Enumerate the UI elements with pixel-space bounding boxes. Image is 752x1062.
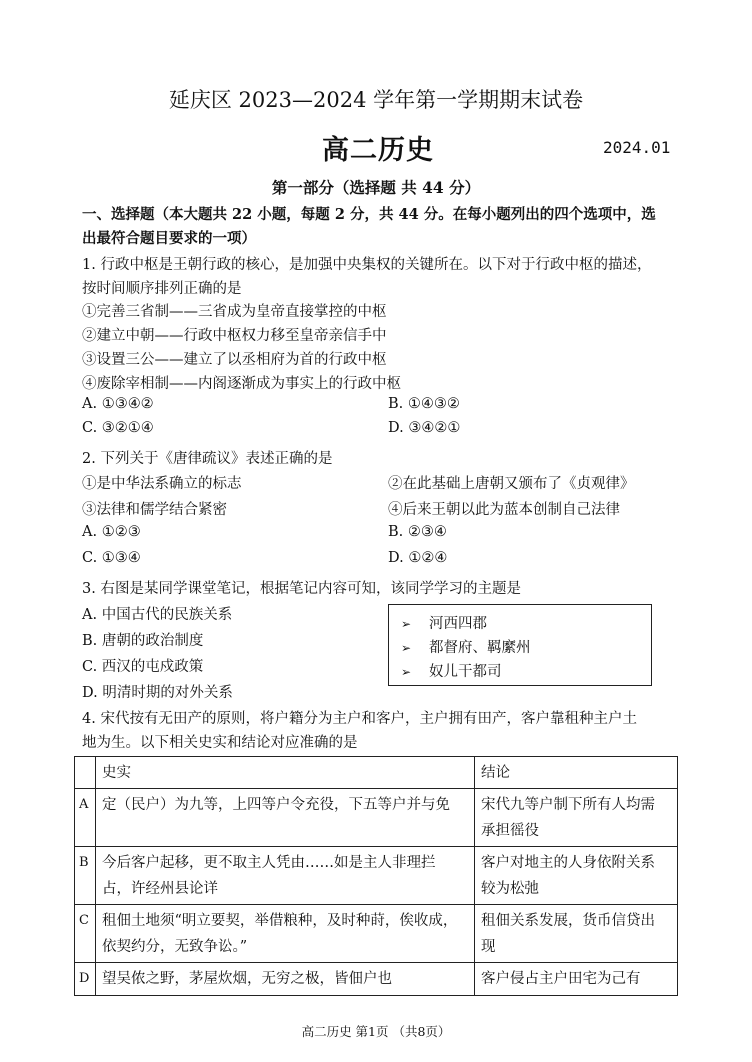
conclusion-cell: 客户对地主的人身依附关系 较为松弛: [475, 847, 678, 905]
table-row: [75, 847, 678, 905]
q1-item: ④废除宰相制——内阁逐渐成为事实上的行政中枢: [82, 376, 401, 392]
table-header-row: [75, 757, 678, 789]
page-footer: 高二历史 第1页 （共8页）: [301, 1024, 451, 1039]
q1-option-c: C. ③②①④: [82, 420, 154, 436]
table-header-cell: 史实: [96, 757, 475, 789]
q2-option-c: C. ①③④: [82, 550, 141, 566]
exam-title: 延庆区 2023—2024 学年第一学期期末试卷: [168, 88, 584, 112]
q2-stem: 2. 下列关于《唐律疏议》表述正确的是: [82, 451, 333, 467]
row-label: C: [75, 905, 96, 963]
q1-item: ③设置三公——建立了以丞相府为首的行政中枢: [82, 352, 387, 368]
table-row: [75, 789, 678, 847]
arrow-bullet-icon: ➢: [401, 665, 412, 679]
arrow-bullet-icon: ➢: [401, 641, 412, 655]
exam-date: 2024.01: [603, 138, 671, 157]
q2-option-b: B. ②③④: [388, 524, 447, 540]
row-label: B: [75, 847, 96, 905]
q3-notes-box: [388, 604, 652, 686]
note-item: ➢ 河西四郡: [401, 616, 487, 632]
q2-item: ③法律和儒学结合紧密: [82, 502, 227, 518]
subject-title: 高二历史: [322, 135, 434, 166]
conclusion-cell: 客户侵占主户田宅为己有: [475, 963, 678, 996]
q3-option-d: D. 明清时期的对外关系: [82, 685, 233, 701]
note-item: ➢ 奴儿干都司: [401, 664, 502, 680]
table-row: [75, 905, 678, 963]
table-header-cell: 结论: [475, 757, 678, 789]
q2-option-d: D. ①②④: [388, 550, 448, 566]
conclusion-cell: 租佃关系发展，货币信贷出 现: [475, 905, 678, 963]
fact-cell: 租佃土地须“明立要契，举借粮种，及时种莳，俟收成， 依契约分，无致争讼。”: [96, 905, 475, 963]
q2-option-a: A. ①②③: [82, 524, 141, 540]
row-label: A: [75, 789, 96, 847]
q2-item: ④后来王朝以此为蓝本创制自己法律: [388, 502, 620, 518]
arrow-bullet-icon: ➢: [401, 617, 412, 631]
q3-option-b: B. 唐朝的政治制度: [82, 633, 204, 649]
q4-table: [74, 756, 678, 996]
q3-stem: 3. 右图是某同学课堂笔记，根据笔记内容可知，该同学学习的主题是: [82, 581, 521, 597]
fact-cell: 望吴侬之野，茅屋炊烟，无穷之极，皆佃户也: [96, 963, 475, 996]
q1-option-b: B. ①④③②: [388, 396, 460, 412]
table-row: [75, 963, 678, 996]
note-item: ➢ 都督府、羁縻州: [401, 640, 531, 656]
q4-stem-line-1: 4. 宋代按有无田产的原则，将户籍分为主户和客户，主户拥有田产，客户靠租种主户土: [82, 711, 637, 727]
table-header-cell: [75, 757, 96, 789]
q3-option-c: C. 西汉的屯戍政策: [82, 659, 204, 675]
part-title: 第一部分（选择题 共 44 分）: [271, 178, 481, 197]
section-heading-line-2: 出最符合题目要求的一项）: [82, 230, 256, 247]
q1-item: ①完善三省制——三省成为皇帝直接掌控的中枢: [82, 304, 387, 320]
q1-stem-line-1: 1. 行政中枢是王朝行政的核心，是加强中央集权的关键所在。以下对于行政中枢的描述，: [82, 257, 652, 273]
q1-option-d: D. ③④②①: [388, 420, 461, 436]
q3-option-a: A. 中国古代的民族关系: [82, 607, 233, 623]
q4-stem-line-2: 地为生。以下相关史实和结论对应准确的是: [82, 735, 358, 751]
q1-item: ②建立中朝——行政中枢权力移至皇帝亲信手中: [82, 328, 387, 344]
q2-item: ②在此基础上唐朝又颁布了《贞观律》: [388, 476, 635, 492]
row-label: D: [75, 963, 96, 996]
fact-cell: 定（民户）为九等，上四等户令充役，下五等户并与免: [96, 789, 475, 847]
section-heading-line-1: 一、选择题（本大题共 22 小题，每题 2 分，共 44 分。在每小题列出的四个选项中，选: [82, 206, 656, 223]
conclusion-cell: 宋代九等户制下所有人均需 承担徭役: [475, 789, 678, 847]
q1-option-a: A. ①③④②: [82, 396, 154, 412]
q2-item: ①是中华法系确立的标志: [82, 476, 242, 492]
q1-stem-line-2: 按时间顺序排列正确的是: [82, 281, 242, 297]
fact-cell: 今后客户起移，更不取主人凭由……如是主人非理拦 占，许经州县论详: [96, 847, 475, 905]
